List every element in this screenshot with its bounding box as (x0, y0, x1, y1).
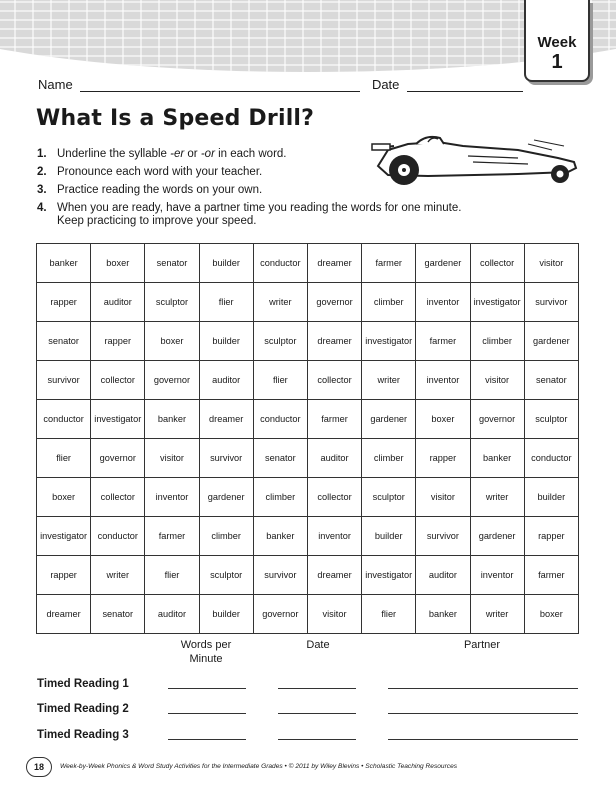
drill-word-cell: dreamer (307, 322, 361, 361)
table-row (37, 556, 579, 595)
drill-word-cell: investigator (362, 322, 416, 361)
drill-word-cell: investigator (91, 400, 145, 439)
instructions-list (37, 148, 477, 233)
timed-reading-3-date-field[interactable] (278, 739, 356, 740)
drill-word-cell: conductor (524, 439, 578, 478)
name-label: Name (38, 77, 73, 92)
drill-word-cell: builder (199, 595, 253, 634)
drill-word-cell: banker (37, 244, 91, 283)
drill-word-cell: dreamer (307, 556, 361, 595)
drill-word-cell: visitor (307, 595, 361, 634)
timed-reading-1-label: Timed Reading 1 (37, 678, 129, 690)
drill-word-cell: conductor (37, 400, 91, 439)
drill-word-cell: writer (91, 556, 145, 595)
timed-reading-2-date-field[interactable] (278, 713, 356, 714)
drill-word-cell: flier (199, 283, 253, 322)
drill-word-cell: gardener (524, 322, 578, 361)
drill-word-cell: collector (470, 244, 524, 283)
timed-reading-1-wpm-field[interactable] (168, 688, 246, 689)
drill-word-cell: auditor (416, 556, 470, 595)
week-number: 1 (551, 51, 563, 73)
name-date-line (38, 77, 523, 92)
timed-reading-3-wpm-field[interactable] (168, 739, 246, 740)
drill-word-cell: collector (91, 478, 145, 517)
drill-word-cell: inventor (307, 517, 361, 556)
week-tab (524, 0, 590, 82)
table-row (37, 400, 579, 439)
drill-word-cell: collector (91, 361, 145, 400)
drill-word-cell: boxer (416, 400, 470, 439)
drill-word-cell: gardener (416, 244, 470, 283)
instruction-item: 3. Practice reading the words on your own. (37, 184, 263, 196)
table-row (37, 595, 579, 634)
table-row (37, 283, 579, 322)
drill-word-cell: survivor (199, 439, 253, 478)
drill-word-cell: inventor (416, 361, 470, 400)
drill-word-cell: gardener (362, 400, 416, 439)
drill-word-cell: farmer (362, 244, 416, 283)
name-field[interactable] (80, 79, 360, 92)
partner-header: Partner (463, 639, 501, 651)
drill-word-cell: writer (362, 361, 416, 400)
drill-word-cell: dreamer (37, 595, 91, 634)
drill-word-cell: senator (524, 361, 578, 400)
week-label: Week (537, 34, 577, 51)
drill-word-cell: rapper (416, 439, 470, 478)
drill-word-cell: climber (362, 439, 416, 478)
date-label: Date (371, 77, 400, 92)
drill-word-cell: sculptor (199, 556, 253, 595)
drill-word-cell: rapper (37, 283, 91, 322)
drill-word-cell: inventor (470, 556, 524, 595)
drill-word-cell: rapper (37, 556, 91, 595)
timed-reading-3-label: Timed Reading 3 (37, 729, 129, 741)
table-row (37, 439, 579, 478)
date-header: Date (306, 639, 330, 651)
table-row (37, 322, 579, 361)
drill-word-cell: survivor (524, 283, 578, 322)
drill-word-cell: sculptor (145, 283, 199, 322)
drill-word-cell: climber (362, 283, 416, 322)
drill-word-cell: farmer (145, 517, 199, 556)
drill-word-cell: governor (470, 400, 524, 439)
drill-word-cell: governor (145, 361, 199, 400)
drill-word-cell: climber (470, 322, 524, 361)
timed-reading-1-date-field[interactable] (278, 688, 356, 689)
drill-word-cell: inventor (416, 283, 470, 322)
drill-word-cell: boxer (145, 322, 199, 361)
drill-word-cell: builder (199, 322, 253, 361)
instruction-item: 4. When you are ready, have a partner time you reading the words for one minute. Keep practicing to improve your speed. (37, 202, 462, 227)
drill-word-cell: banker (416, 595, 470, 634)
drill-word-cell: sculptor (524, 400, 578, 439)
drill-word-cell: boxer (37, 478, 91, 517)
instruction-item: 1. Underline the syllable -er or -or in each word. (37, 148, 287, 160)
timed-reading-2-partner-field[interactable] (388, 713, 578, 714)
drill-word-cell: auditor (307, 439, 361, 478)
drill-word-cell: sculptor (253, 322, 307, 361)
drill-word-cell: banker (253, 517, 307, 556)
drill-word-cell: conductor (91, 517, 145, 556)
table-row (37, 478, 579, 517)
drill-word-cell: banker (145, 400, 199, 439)
speed-drill-table (36, 243, 579, 634)
drill-word-cell: inventor (145, 478, 199, 517)
drill-word-cell: visitor (416, 478, 470, 517)
drill-word-cell: governor (253, 595, 307, 634)
drill-word-cell: flier (37, 439, 91, 478)
drill-word-cell: writer (470, 595, 524, 634)
page-title: What Is a Speed Drill? (36, 106, 315, 131)
drill-word-cell: writer (470, 478, 524, 517)
drill-word-cell: survivor (253, 556, 307, 595)
drill-word-cell: auditor (91, 283, 145, 322)
drill-word-cell: builder (199, 244, 253, 283)
drill-word-cell: boxer (524, 595, 578, 634)
drill-word-cell: senator (253, 439, 307, 478)
drill-word-cell: gardener (470, 517, 524, 556)
timed-reading-2-label: Timed Reading 2 (37, 703, 129, 715)
drill-word-cell: visitor (145, 439, 199, 478)
drill-word-cell: survivor (416, 517, 470, 556)
drill-word-cell: conductor (253, 400, 307, 439)
drill-word-cell: auditor (199, 361, 253, 400)
drill-word-cell: auditor (145, 595, 199, 634)
drill-word-cell: collector (307, 478, 361, 517)
drill-word-cell: investigator (362, 556, 416, 595)
table-row (37, 361, 579, 400)
drill-word-cell: banker (470, 439, 524, 478)
drill-word-cell: dreamer (307, 244, 361, 283)
drill-word-cell: collector (307, 361, 361, 400)
footer-credit: Week-by-Week Phonics & Word Study Activities for the Intermediate Grades • © 2011 by Wiley Blevins • Scholastic Teaching Resources (60, 763, 458, 770)
drill-word-cell: senator (145, 244, 199, 283)
drill-word-cell: builder (362, 517, 416, 556)
drill-word-cell: writer (253, 283, 307, 322)
drill-word-cell: farmer (524, 556, 578, 595)
drill-word-cell: climber (253, 478, 307, 517)
drill-word-cell: sculptor (362, 478, 416, 517)
table-row (37, 517, 579, 556)
drill-word-cell: senator (37, 322, 91, 361)
words-per-minute-header: Words per Minute (180, 639, 232, 665)
drill-word-cell: flier (253, 361, 307, 400)
drill-word-cell: farmer (307, 400, 361, 439)
drill-word-cell: farmer (416, 322, 470, 361)
drill-word-cell: builder (524, 478, 578, 517)
drill-word-cell: investigator (470, 283, 524, 322)
drill-word-cell: rapper (91, 322, 145, 361)
timed-reading-1-partner-field[interactable] (388, 688, 578, 689)
drill-word-cell: investigator (37, 517, 91, 556)
drill-word-cell: dreamer (199, 400, 253, 439)
instruction-item: 2. Pronounce each word with your teacher. (37, 166, 263, 178)
drill-word-cell: governor (307, 283, 361, 322)
timed-reading-2-wpm-field[interactable] (168, 713, 246, 714)
drill-word-cell: boxer (91, 244, 145, 283)
drill-word-cell: senator (91, 595, 145, 634)
drill-word-cell: conductor (253, 244, 307, 283)
drill-word-cell: flier (145, 556, 199, 595)
drill-word-cell: governor (91, 439, 145, 478)
date-field[interactable] (407, 79, 523, 92)
drill-word-cell: rapper (524, 517, 578, 556)
drill-word-cell: gardener (199, 478, 253, 517)
drill-word-cell: visitor (524, 244, 578, 283)
timed-reading-3-partner-field[interactable] (388, 739, 578, 740)
table-row (37, 244, 579, 283)
drill-word-cell: survivor (37, 361, 91, 400)
page-number: 18 (26, 757, 52, 777)
drill-word-cell: visitor (470, 361, 524, 400)
drill-word-cell: flier (362, 595, 416, 634)
drill-word-cell: climber (199, 517, 253, 556)
